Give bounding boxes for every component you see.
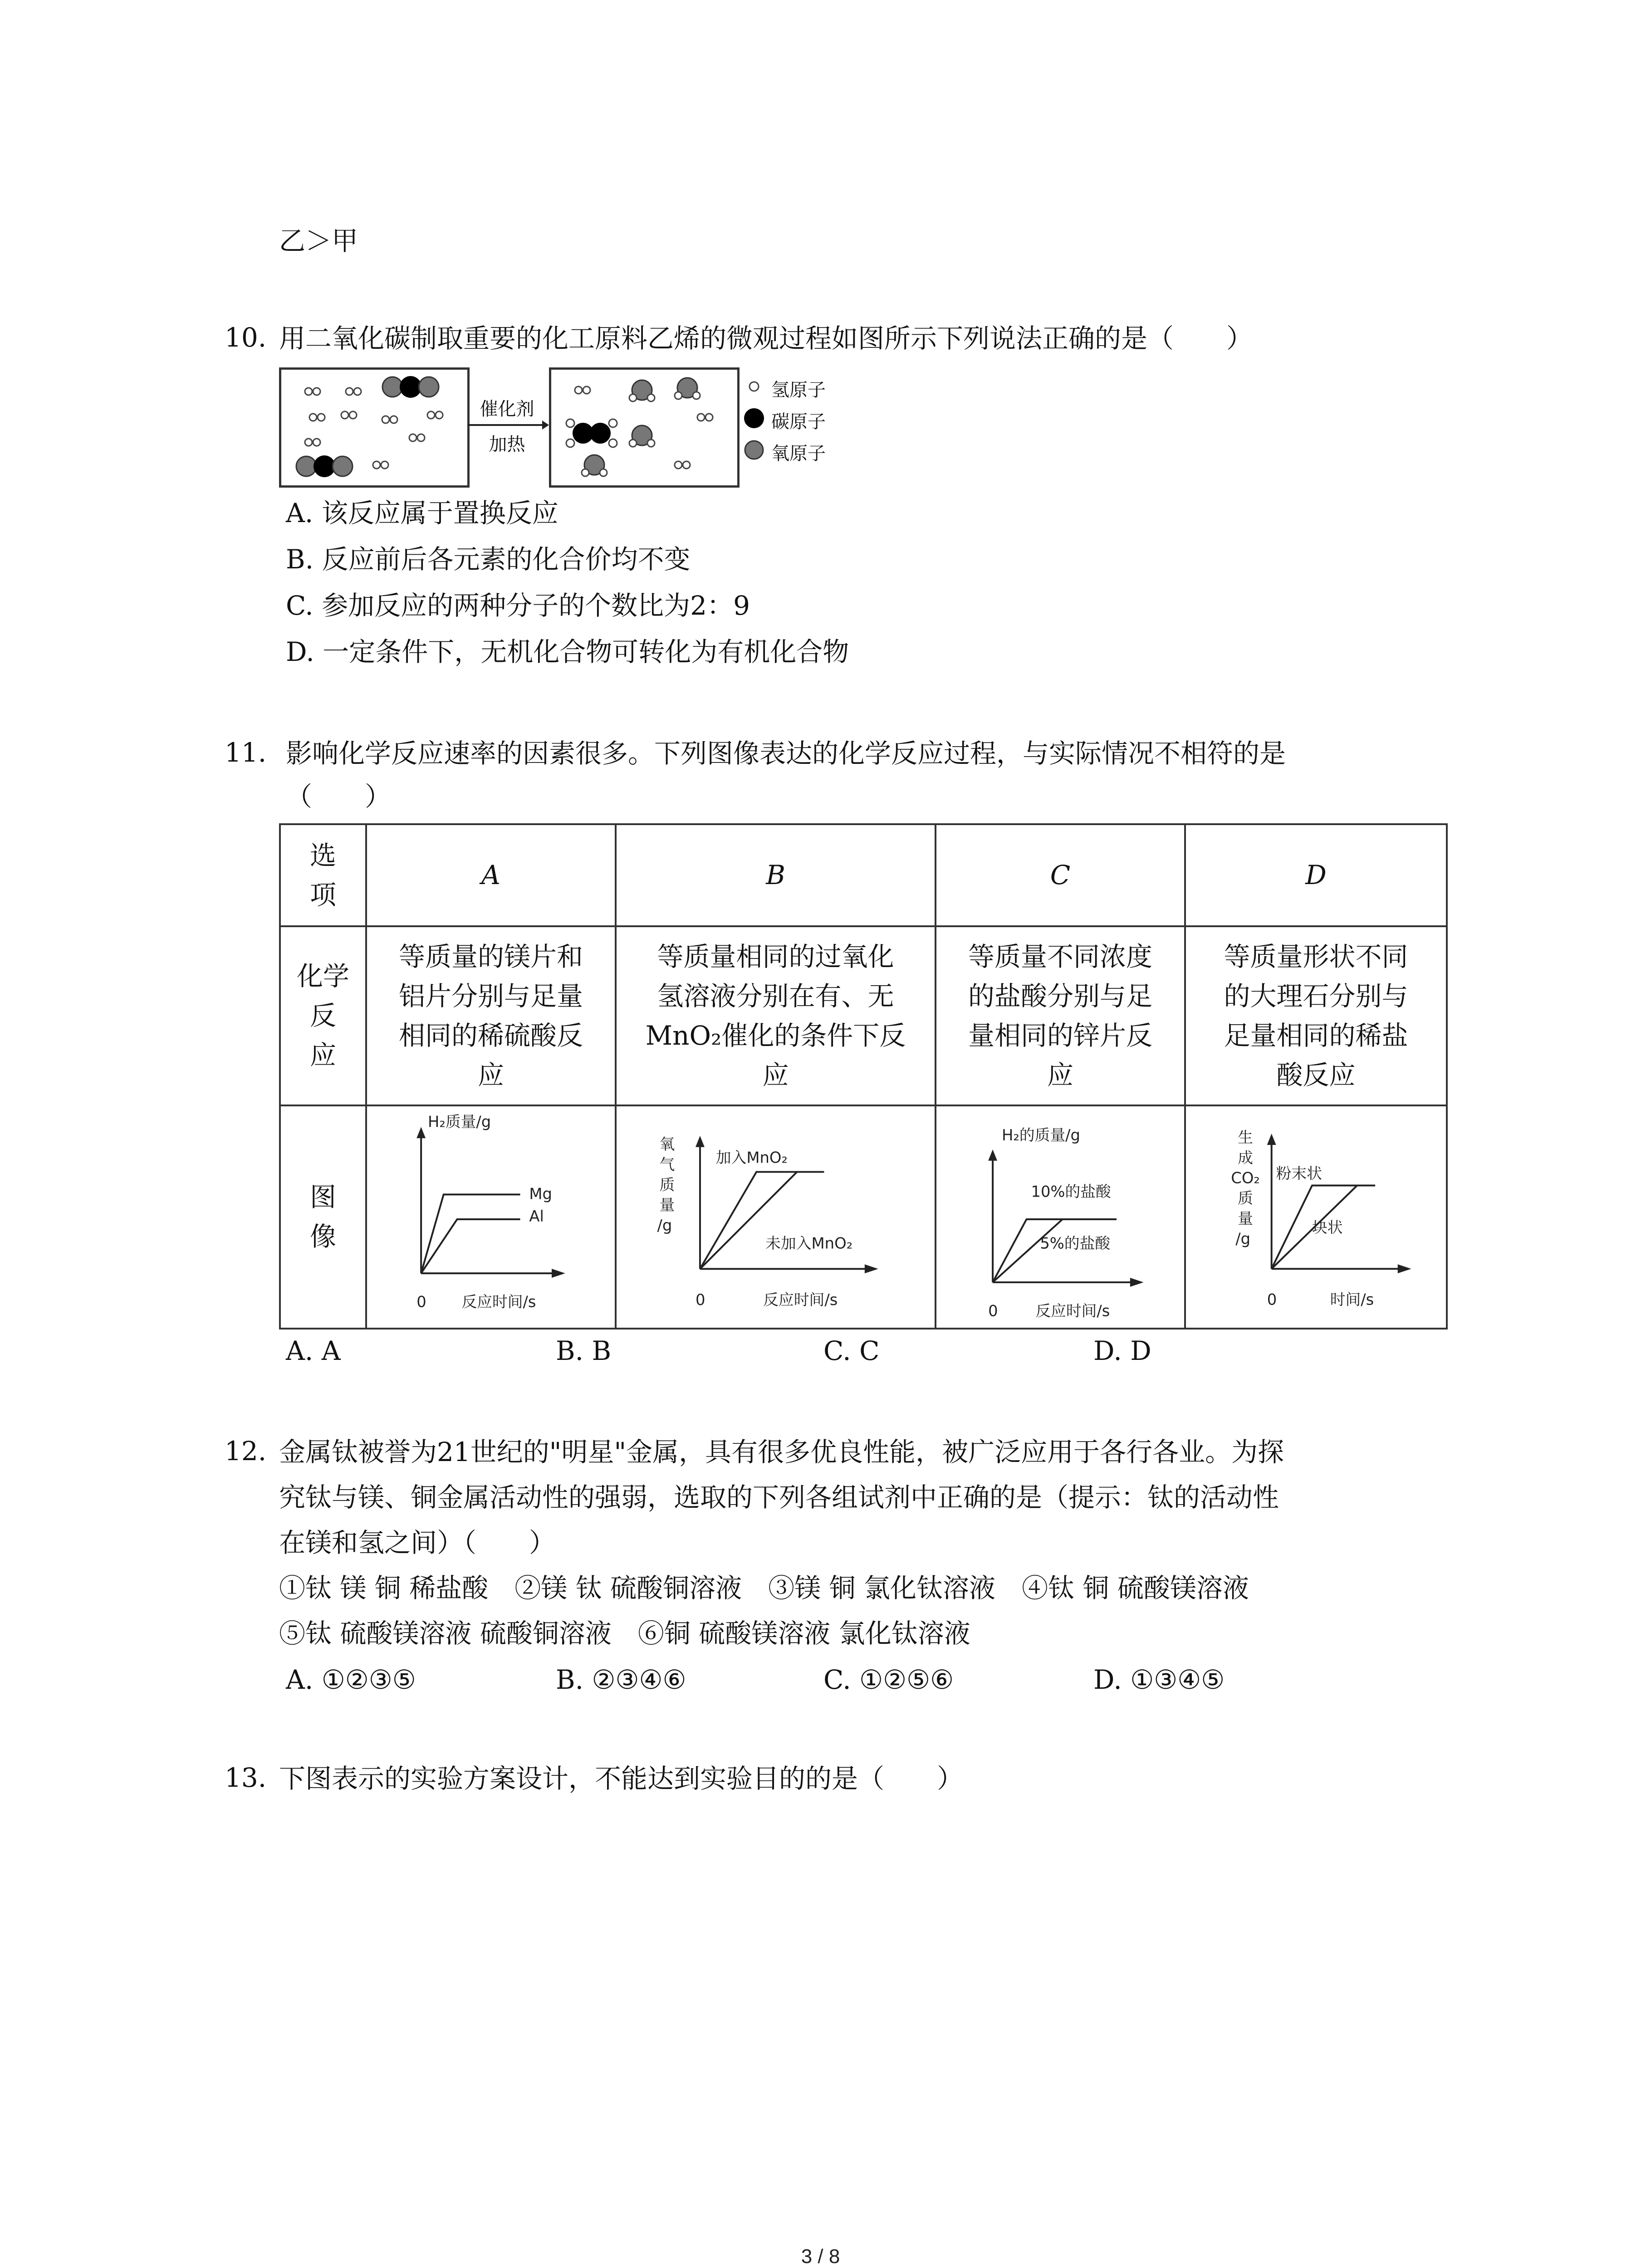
q10-number: 10. [225, 322, 267, 353]
graph-a [367, 1106, 615, 1328]
q12-groups-line2: ⑤钛 硫酸镁溶液 硫酸铜溶液 ⑥铜 硫酸镁溶液 氯化钛溶液 [279, 1618, 970, 1649]
y-label-char: 量 [659, 1196, 675, 1214]
q10-option-a: A. 该反应属于置换反应 [286, 498, 558, 528]
carbon-atom-icon [744, 408, 764, 428]
col-header-c: C [936, 824, 1185, 926]
y-label: H₂质量/g [428, 1113, 491, 1131]
q13-number: 13. [225, 1762, 267, 1793]
y-label-char: 质 [1238, 1189, 1253, 1207]
row-header-reaction: 化学 反 应 [280, 926, 366, 1105]
graph-c [936, 1106, 1184, 1328]
arrow-label-catalyst: 催化剂 [480, 399, 534, 420]
series-label-al: Al [529, 1207, 544, 1225]
x-label: 反应时间/s [1035, 1302, 1110, 1320]
reactants-box [279, 367, 470, 488]
q12-groups-line1: ①钛 镁 铜 稀盐酸 ②镁 钛 硫酸铜溶液 ③镁 铜 氯化钛溶液 ④钛 铜 硫酸镁溶液 [279, 1573, 1249, 1603]
atom-legend [744, 372, 889, 481]
q13-stem: 下图表示的实验方案设计，不能达到实验目的的是（ ） [279, 1763, 964, 1794]
graph-b-cell [616, 1105, 936, 1329]
q10-option-c: C. 参加反应的两种分子的个数比为2：9 [286, 590, 750, 621]
col-header-d: D [1185, 824, 1447, 926]
hydrogen-atom-icon [749, 382, 759, 391]
y-label-char: 质 [659, 1176, 675, 1194]
origin-label: 0 [696, 1290, 705, 1309]
x-label: 反应时间/s [763, 1290, 838, 1309]
origin-label: 0 [1267, 1290, 1277, 1309]
x-label: 反应时间/s [461, 1293, 536, 1311]
y-label-char: CO₂ [1231, 1169, 1260, 1187]
q11-answer-b: B. B [556, 1335, 612, 1366]
q12-answer-a: A. ①②③⑤ [286, 1664, 416, 1695]
reaction-a: 等质量的镁片和 铝片分别与足量 相同的稀硫酸反 应 [366, 926, 616, 1105]
q12-answer-b: B. ②③④⑥ [556, 1664, 686, 1695]
reactants-molecules [281, 370, 467, 485]
q11-stem-line1: 影响化学反应速率的因素很多。下列图像表达的化学反应过程，与实际情况不相符的是 [286, 738, 1286, 769]
y-label-char: 气 [659, 1155, 675, 1173]
q12-stem-line1: 金属钛被誉为21世纪的"明星"金属，具有很多优良性能，被广泛应用于各行各业。为探 [279, 1437, 1284, 1467]
table-row-graphs [280, 1105, 1447, 1329]
q12-stem-line2: 究钛与镁、铜金属活动性的强弱，选取的下列各组试剂中正确的是（提示：钛的活动性 [279, 1482, 1279, 1513]
reaction-arrow [465, 395, 549, 455]
oxygen-atom-icon [745, 441, 763, 459]
q12-number: 12. [225, 1436, 267, 1466]
col-header-b: B [616, 824, 936, 926]
previous-answer-line: 乙＞甲 [279, 225, 358, 256]
series-label-10pct: 10%的盐酸 [1031, 1183, 1111, 1201]
y-label-char: 氧 [659, 1135, 675, 1153]
y-label: H₂的质量/g [1001, 1126, 1080, 1144]
series-label-with: 加入MnO₂ [715, 1149, 788, 1167]
q11-answer-d: D. D [1093, 1335, 1151, 1366]
series-label-mg: Mg [529, 1185, 552, 1203]
table-row-reactions [280, 926, 1447, 1105]
y-label-char: 生 [1238, 1129, 1253, 1147]
legend-carbon: 碳原子 [771, 411, 826, 432]
q12-answer-d: D. ①③④⑤ [1093, 1664, 1225, 1695]
reaction-d: 等质量形状不同 的大理石分别与 足量相同的稀盐 酸反应 [1185, 926, 1447, 1105]
series-label-without: 未加入MnO₂ [765, 1234, 853, 1252]
y-label-char: /g [1235, 1230, 1251, 1248]
col-header-a: A [366, 824, 616, 926]
y-label-char: 量 [1238, 1209, 1253, 1227]
q11-answer-a: A. A [286, 1335, 341, 1366]
q11-number: 11. [225, 737, 267, 768]
x-label: 时间/s [1330, 1290, 1374, 1309]
q12-stem-line3: 在镁和氢之间）（ ） [279, 1527, 556, 1558]
line-al [421, 1219, 520, 1273]
y-label-char: /g [657, 1216, 672, 1234]
q11-stem-line2: （ ） [286, 781, 392, 812]
table-row-options [280, 824, 1447, 926]
line-with-mno2 [700, 1172, 824, 1269]
reaction-b: 等质量相同的过氧化 氢溶液分别在有、无 MnO₂催化的条件下反 应 [616, 926, 936, 1105]
row-header-option: 选 项 [280, 824, 366, 926]
reaction-c: 等质量不同浓度 的盐酸分别与足 量相同的锌片反 应 [936, 926, 1185, 1105]
graph-d-cell [1185, 1105, 1447, 1329]
legend-hydrogen: 氢原子 [771, 380, 826, 401]
q10-option-b: B. 反应前后各元素的化合价均不变 [286, 544, 691, 575]
series-label-5pct: 5%的盐酸 [1040, 1234, 1111, 1252]
q10-stem: 用二氧化碳制取重要的化工原料乙烯的微观过程如图所示下列说法正确的是（ ） [279, 323, 1253, 354]
arrow-label-heat: 加热 [489, 434, 525, 455]
line-mg [421, 1194, 520, 1273]
products-molecules [551, 370, 737, 485]
graph-d [1186, 1106, 1446, 1328]
graph-b [617, 1106, 935, 1328]
graph-a-cell [366, 1105, 616, 1329]
origin-label: 0 [988, 1302, 998, 1320]
y-label-char: 成 [1238, 1149, 1253, 1167]
series-label-block: 块状 [1312, 1218, 1343, 1237]
series-label-powder: 粉末状 [1276, 1164, 1322, 1183]
q11-answer-c: C. C [823, 1335, 880, 1366]
row-header-graph: 图 像 [280, 1105, 366, 1329]
products-box [549, 367, 740, 488]
q11-table [279, 823, 1448, 1330]
q12-answer-c: C. ①②⑤⑥ [823, 1664, 954, 1695]
origin-label: 0 [416, 1293, 426, 1311]
legend-oxygen: 氧原子 [771, 443, 826, 464]
q10-option-d: D. 一定条件下，无机化合物可转化为有机化合物 [286, 636, 849, 667]
page-number: 3 / 8 [801, 2245, 840, 2268]
graph-c-cell [936, 1105, 1185, 1329]
